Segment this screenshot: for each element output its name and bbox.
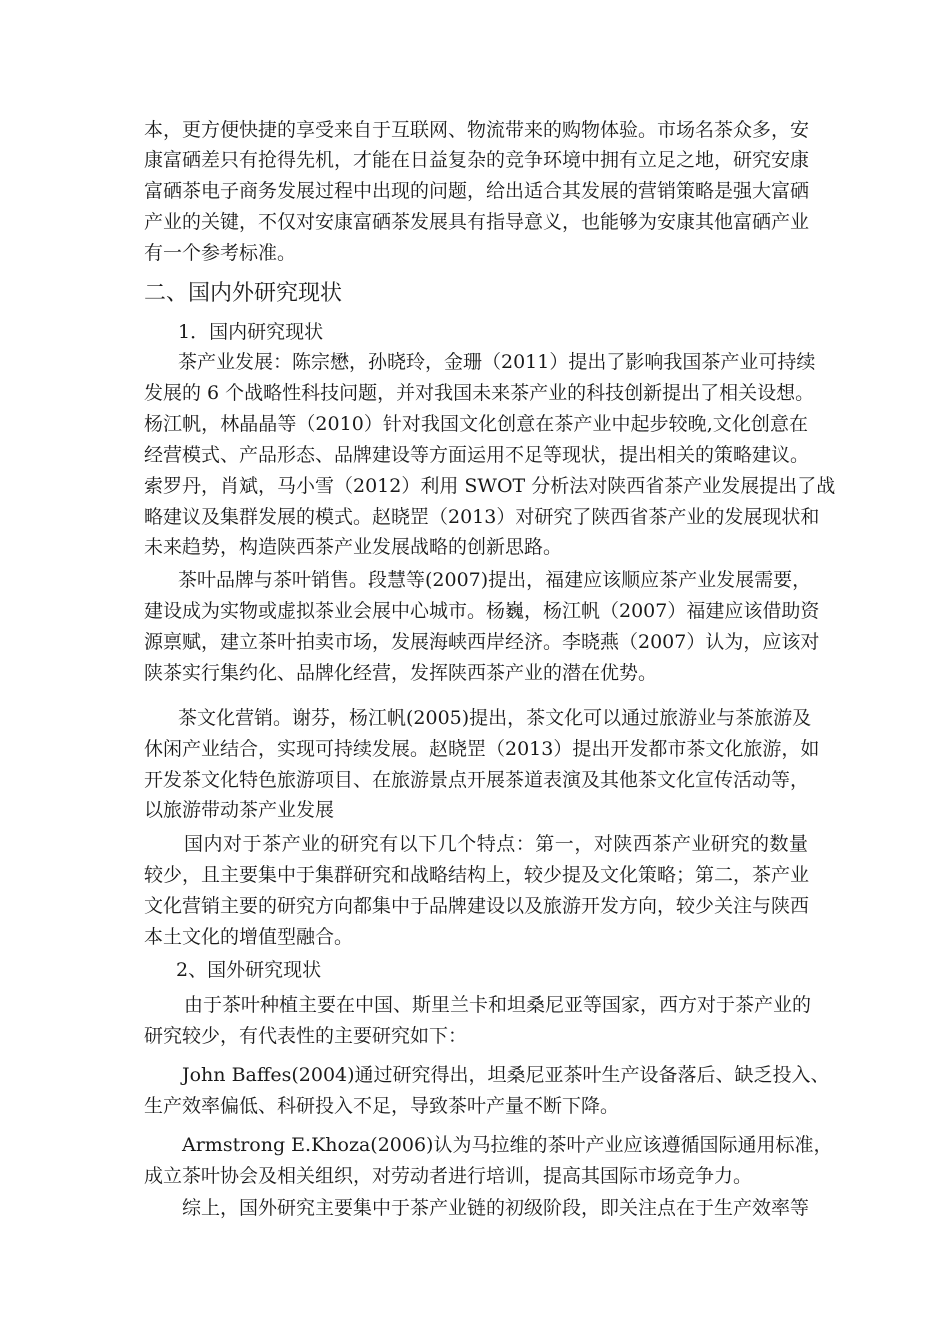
- text-line: 索罗丹，肖斌，马小雪（2012）利用 SWOT 分析法对陕西省茶产业发展提出了战: [144, 475, 836, 497]
- text-line: 未来趋势，构造陕西茶产业发展战略的创新思路。: [144, 536, 563, 558]
- text-line: 本土文化的增值型融合。: [144, 926, 354, 948]
- text-line: 生产效率偏低、科研投入不足，导致茶叶产量不断下降。: [144, 1095, 620, 1117]
- text-line: 富硒茶电子商务发展过程中出现的问题，给出适合其发展的营销策略是强大富硒: [144, 180, 810, 202]
- subsection-title-domestic: 1．国内研究现状: [178, 321, 324, 343]
- text-line: 康富硒差只有抢得先机，才能在日益复杂的竞争环境中拥有立足之地，研究安康: [144, 149, 810, 171]
- text-line: 研究较少，有代表性的主要研究如下：: [144, 1025, 468, 1047]
- text-line: Armstrong E.Khoza(2006)认为马拉维的茶叶产业应该遵循国际通用标准，: [182, 1134, 833, 1156]
- text-line: 产业的关键，不仅对安康富硒茶发展具有指导意义，也能够为安康其他富硒产业: [144, 211, 810, 233]
- text-line: John Baffes(2004)通过研究得出，坦桑尼亚茶叶生产设备落后、缺乏投入、: [182, 1064, 830, 1086]
- text-line: 文化营销主要的研究方向都集中于品牌建设以及旅游开发方向，较少关注与陕西: [144, 895, 810, 917]
- text-line: 较少，且主要集中于集群研究和战略结构上，较少提及文化策略；第二，茶产业: [144, 864, 810, 886]
- text-line: 略建议及集群发展的模式。赵晓罡（2013）对研究了陕西省茶产业的发展现状和: [144, 506, 820, 528]
- text-line: 综上，国外研究主要集中于茶产业链的初级阶段，即关注点在于生产效率等: [182, 1197, 810, 1219]
- text-line: 成立茶叶协会及相关组织，对劳动者进行培训，提高其国际市场竞争力。: [144, 1165, 753, 1187]
- text-line: 有一个参考标准。: [144, 242, 297, 264]
- subsection-title-foreign: 2、国外研究现状: [176, 959, 322, 981]
- text-line: 茶文化营销。谢芬，杨江帆(2005)提出，茶文化可以通过旅游业与茶旅游及: [178, 707, 812, 729]
- text-line: 茶叶品牌与茶叶销售。段慧等(2007)提出，福建应该顺应茶产业发展需要，: [178, 569, 812, 591]
- section-heading: 二、国内外研究现状: [144, 281, 343, 306]
- text-line: 茶产业发展：陈宗懋，孙晓玲，金珊（2011）提出了影响我国茶产业可持续: [178, 351, 816, 373]
- text-line: 建设成为实物或虚拟茶业会展中心城市。杨巍，杨江帆（2007）福建应该借助资: [144, 600, 820, 622]
- text-line: 休闲产业结合，实现可持续发展。赵晓罡（2013）提出开发都市茶文化旅游，如: [144, 738, 820, 760]
- text-line: 国内对于茶产业的研究有以下几个特点：第一，对陕西茶产业研究的数量: [184, 833, 808, 855]
- text-line: 本，更方便快捷的享受来自于互联网、物流带来的购物体验。市场名茶众多，安: [144, 119, 810, 141]
- text-line: 以旅游带动茶产业发展: [144, 799, 335, 821]
- text-line: 经营模式、产品形态、品牌建设等方面运用不足等现状，提出相关的策略建议。: [144, 444, 810, 466]
- text-line: 发展的 6 个战略性科技问题，并对我国未来茶产业的科技创新提出了相关设想。: [144, 382, 815, 404]
- text-line: 陕茶实行集约化、品牌化经营，发挥陕西茶产业的潜在优势。: [144, 662, 658, 684]
- text-line: 源禀赋，建立茶叶拍卖市场，发展海峡西岸经济。李晓燕（2007）认为，应该对: [144, 631, 820, 653]
- text-line: 杨江帆，林晶晶等（2010）针对我国文化创意在茶产业中起步较晚,文化创意在: [144, 413, 808, 435]
- text-line: 开发茶文化特色旅游项目、在旅游景点开展茶道表演及其他茶文化宣传活动等，: [144, 769, 810, 791]
- text-line: 由于茶叶种植主要在中国、斯里兰卡和坦桑尼亚等国家，西方对于茶产业的: [184, 994, 812, 1016]
